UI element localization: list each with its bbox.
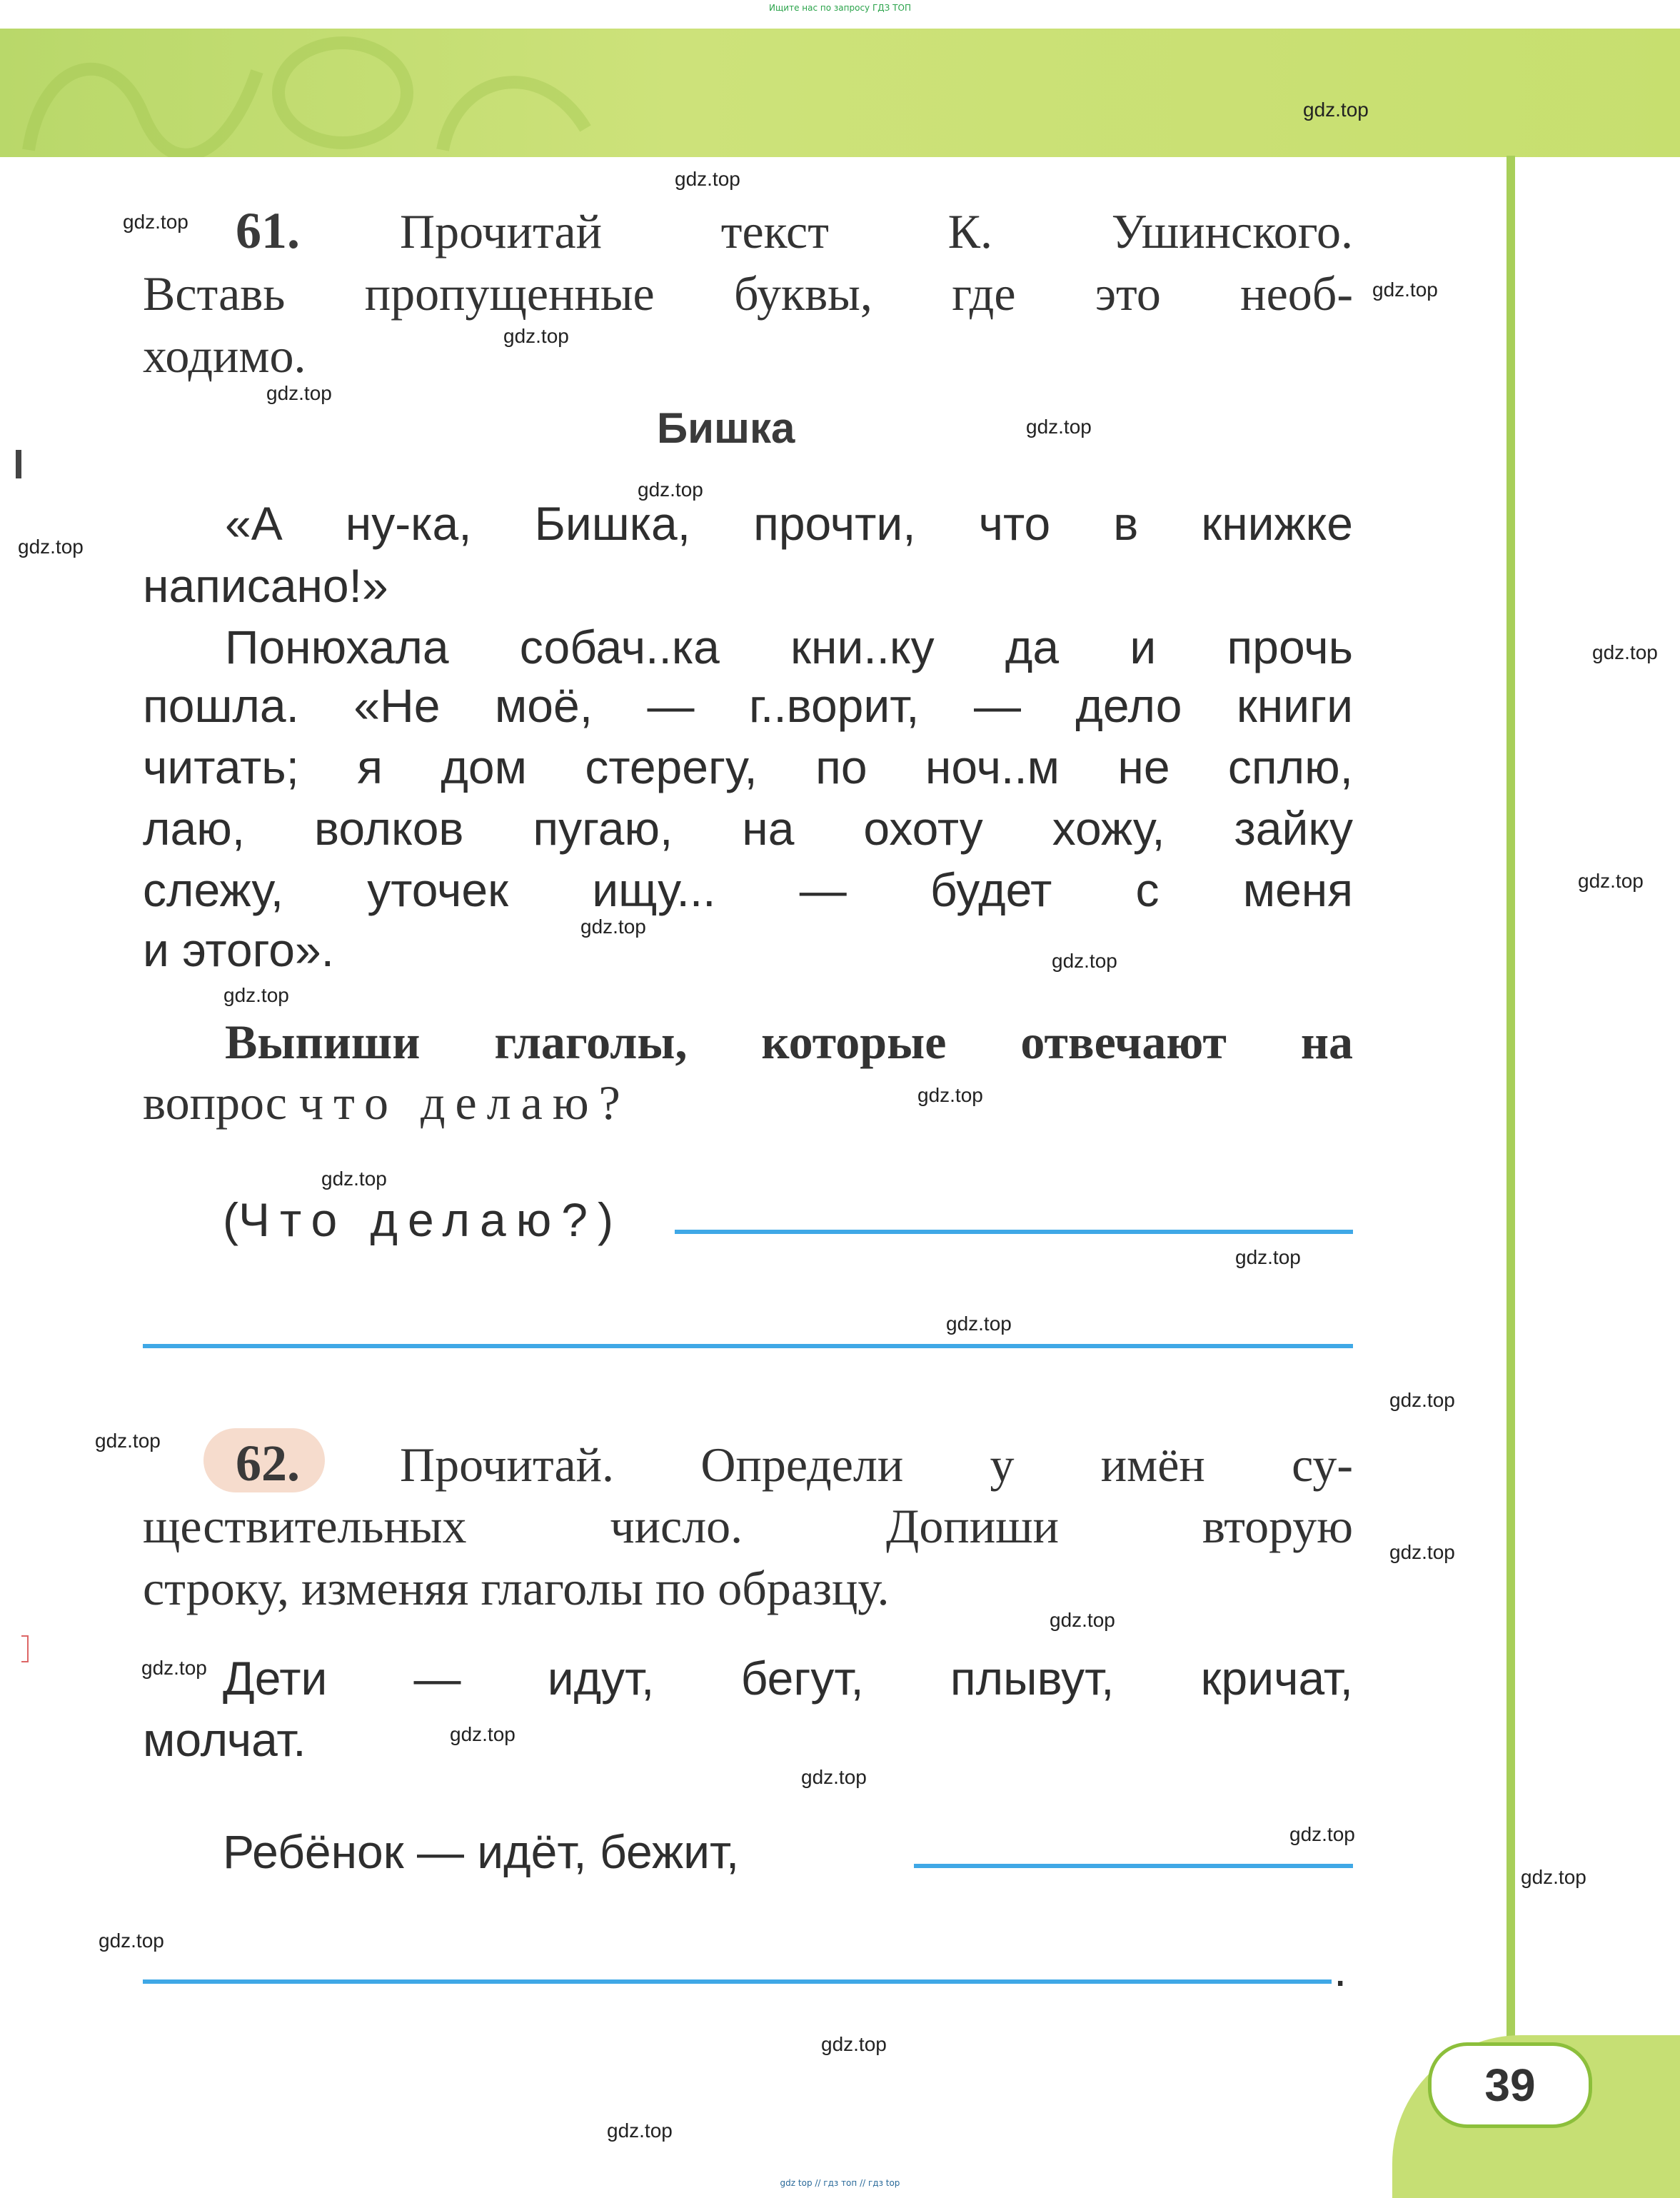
text-line: и этого».: [143, 923, 334, 976]
task-line1: Выпиши глаголы, которые отвечают на: [225, 1015, 1353, 1069]
watermark: gdz.top: [1592, 641, 1658, 663]
top-note: Ищите нас по запросу ГДЗ ТОП: [769, 3, 911, 13]
watermark: gdz.top: [917, 1084, 983, 1106]
watermark: gdz.top: [607, 2119, 673, 2142]
exercise-61-instruction-line2: Вставь пропущенные буквы, где это необ-: [143, 266, 1353, 321]
right-margin-line: [1507, 156, 1515, 2041]
watermark: gdz.top: [1521, 1866, 1586, 1888]
answer-line[interactable]: [143, 1344, 1353, 1348]
watermark: gdz.top: [1303, 99, 1369, 121]
exercise-61-instruction-line1: Прочитай текст К. Ушинского.: [400, 204, 1353, 259]
watermark: gdz.top: [801, 1766, 867, 1788]
watermark: gdz.top: [1389, 1541, 1455, 1563]
watermark: gdz.top: [580, 915, 646, 938]
answer-prompt-question: Что делаю?: [238, 1193, 598, 1246]
text-line: Понюхала собач..ка кни..ку да и прочь: [225, 621, 1353, 673]
text-line: написано!»: [143, 559, 388, 612]
watermark: gdz.top: [1052, 950, 1117, 972]
exercise-62-instruction-line3: строку, изменяя глаголы по образцу.: [143, 1561, 890, 1615]
watermark: gdz.top: [123, 211, 188, 233]
example-line: молчат.: [143, 1713, 306, 1766]
text-line: «А ну-ка, Бишка, прочти, что в книжке: [225, 497, 1353, 550]
exercise-62-instruction-line1: Прочитай. Определи у имён су-: [400, 1437, 1353, 1492]
end-dot: .: [1334, 1943, 1347, 1996]
answer-prompt-open: (: [223, 1193, 238, 1246]
answer-prompt-close: ): [597, 1193, 613, 1246]
watermark: gdz.top: [450, 1723, 515, 1745]
watermark: gdz.top: [675, 168, 740, 190]
exercise-62-instruction-line2: ществительных число. Допиши вторую: [143, 1499, 1353, 1553]
watermark: gdz.top: [141, 1657, 207, 1679]
watermark: gdz.top: [821, 2033, 887, 2055]
answer-prompt: Ребёнок — идёт, бежит,: [223, 1825, 740, 1878]
text-line: читать; я дом стерегу, по ноч..м не сплю,: [143, 741, 1353, 793]
watermark: gdz.top: [95, 1430, 161, 1452]
text-line: слежу, уточек ищу... — будет с меня: [143, 863, 1353, 916]
text-line: лаю, волков пугаю, на охоту хожу, зайку: [143, 802, 1353, 855]
answer-prompt: [223, 1193, 613, 1247]
task-line2-prefix: вопрос: [143, 1075, 299, 1130]
watermark: gdz.top: [1389, 1389, 1455, 1411]
example-line: Дети — идут, бегут, плывут, кричат,: [223, 1652, 1353, 1705]
watermark: gdz.top: [18, 536, 84, 558]
watermark: gdz.top: [1289, 1823, 1355, 1845]
watermark: gdz.top: [1235, 1246, 1301, 1268]
exercise-61-instruction-line3: ходимо.: [143, 328, 306, 383]
left-edge-mark: [21, 1635, 29, 1662]
watermark: gdz.top: [99, 1929, 164, 1952]
watermark: gdz.top: [503, 325, 569, 347]
bottom-note: gdz top // гдз топ // гдз top: [780, 2178, 900, 2188]
watermark: gdz.top: [1026, 416, 1092, 438]
watermark: gdz.top: [638, 478, 703, 501]
page-number: 39: [1428, 2042, 1592, 2128]
answer-line[interactable]: [914, 1864, 1353, 1868]
text-title: Бишка: [657, 404, 795, 452]
answer-line[interactable]: [675, 1230, 1353, 1234]
task-line2: [143, 1075, 630, 1131]
watermark: gdz.top: [1050, 1609, 1115, 1631]
banner-decoration: [0, 29, 643, 157]
exercise-61-number: 61.: [236, 202, 300, 259]
answer-line[interactable]: [143, 1979, 1332, 1984]
watermark: gdz.top: [266, 382, 332, 404]
watermark: gdz.top: [223, 984, 289, 1006]
exercise-62-number: 62.: [236, 1435, 300, 1492]
watermark: gdz.top: [1578, 870, 1644, 892]
watermark: gdz.top: [946, 1313, 1012, 1335]
text-line: пошла. «Не моё, — г..ворит, — дело книги: [143, 679, 1353, 732]
left-edge-mark: [16, 450, 21, 478]
task-question: что делаю?: [298, 1075, 630, 1130]
watermark: gdz.top: [321, 1168, 387, 1190]
watermark: gdz.top: [1372, 278, 1438, 301]
